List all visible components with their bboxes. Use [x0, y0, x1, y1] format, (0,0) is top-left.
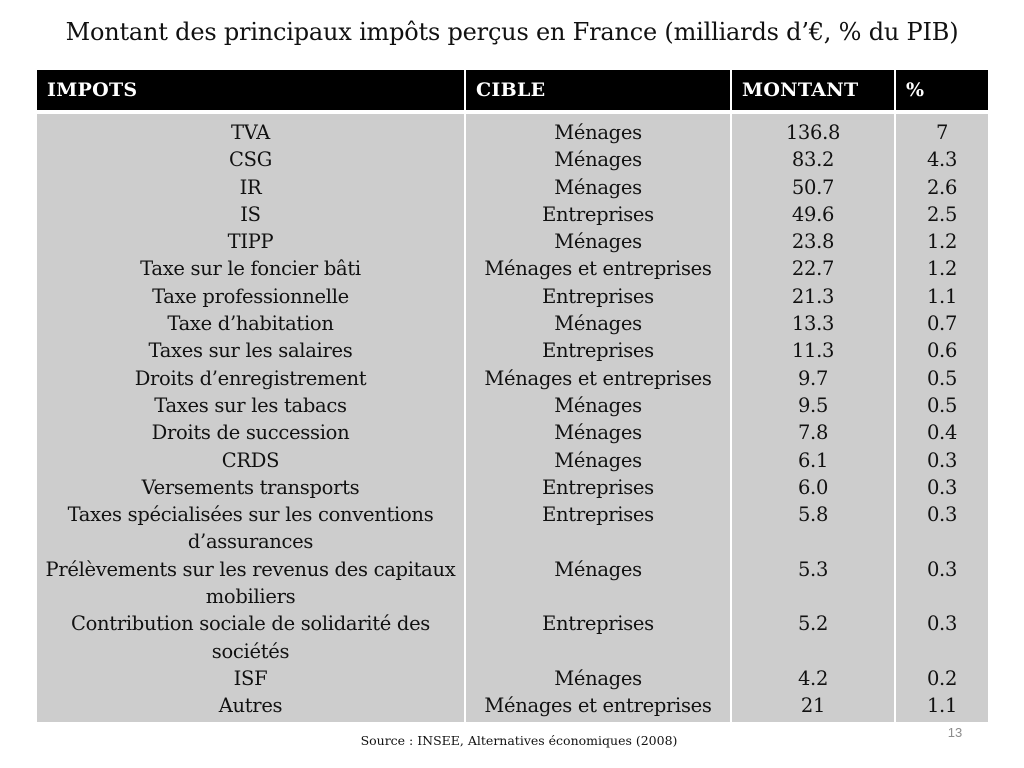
- cible-cell: Entreprises: [542, 284, 654, 308]
- impots-column: [37, 114, 466, 722]
- montant-cell: 9.5: [797, 393, 829, 417]
- pct-cell: 0.3: [926, 448, 958, 472]
- pct-cell: 0.5: [926, 393, 958, 417]
- montant-cell: 136.8: [785, 121, 841, 144]
- montant-cell: 21.3: [791, 284, 835, 308]
- cible-cell: Ménages: [554, 421, 642, 445]
- pct-cell: 2.5: [926, 202, 958, 226]
- impot-cell: Taxe sur le foncier bâti: [140, 257, 361, 281]
- pct-column: [896, 114, 988, 722]
- impot-cell: TVA: [231, 121, 270, 144]
- pct-cell: 0.4: [926, 421, 958, 445]
- montant-cell: 5.3: [797, 557, 829, 581]
- cible-cell: Ménages: [554, 393, 642, 417]
- cible-cell: Ménages: [554, 175, 642, 199]
- cible-cell: Ménages: [554, 230, 642, 254]
- header-montant: MONTANT: [732, 70, 896, 114]
- montant-cell: 49.6: [791, 202, 835, 226]
- pct-cell: 0.3: [926, 475, 958, 499]
- impot-cell: Prélèvements sur les revenus des capitaux mobiliers: [45, 557, 456, 609]
- table-header-row: [37, 70, 988, 114]
- montant-cell: 13.3: [791, 312, 835, 336]
- pct-cell: 0.3: [926, 612, 958, 636]
- montant-cell: 23.8: [791, 230, 835, 254]
- impot-cell: Droits de succession: [151, 421, 350, 445]
- pct-cell: 2.6: [926, 175, 958, 199]
- tax-table-container: [37, 70, 988, 722]
- montant-column: [732, 114, 896, 722]
- cible-cell: Ménages et entreprises: [484, 257, 712, 281]
- montant-cell: 4.2: [797, 666, 829, 690]
- pct-cell: 0.2: [926, 666, 958, 690]
- cible-cell: Entreprises: [542, 503, 654, 527]
- cible-cell: Ménages et entreprises: [484, 366, 712, 390]
- cible-cell: Entreprises: [542, 202, 654, 226]
- pct-cell: 1.1: [926, 284, 958, 308]
- montant-cell: 5.2: [797, 612, 829, 636]
- pct-cell: 0.3: [926, 503, 958, 527]
- montant-cell: 6.0: [797, 475, 829, 499]
- impot-cell: IR: [239, 175, 262, 199]
- slide-number: 13: [947, 725, 963, 740]
- header-pct: %: [896, 70, 988, 114]
- pct-cell: 0.5: [926, 366, 958, 390]
- source-citation: Source : INSEE, Alternatives économiques (2008): [360, 733, 678, 748]
- montant-cell: 6.1: [797, 448, 829, 472]
- cible-cell: Entreprises: [542, 339, 654, 363]
- impot-cell: CRDS: [221, 448, 280, 472]
- cible-cell: Ménages: [554, 121, 642, 144]
- pct-cell: 1.2: [926, 257, 958, 281]
- cible-cell: Entreprises: [542, 475, 654, 499]
- pct-cell: 1.1: [926, 694, 958, 718]
- pct-cell: 7: [935, 121, 949, 144]
- montant-cell: 11.3: [791, 339, 835, 363]
- header-cible: CIBLE: [466, 70, 732, 114]
- cible-cell: Ménages: [554, 312, 642, 336]
- cible-column: [466, 114, 732, 722]
- pct-cell: 1.2: [926, 230, 958, 254]
- pct-cell: 0.3: [926, 557, 958, 581]
- montant-cell: 22.7: [791, 257, 835, 281]
- table-body-row: [37, 114, 988, 722]
- impot-cell: ISF: [233, 666, 268, 690]
- header-impots: IMPOTS: [37, 70, 466, 114]
- slide-title: Montant des principaux impôts perçus en France (milliards d’€, % du PIB): [65, 18, 959, 46]
- tax-table: [37, 70, 988, 722]
- impot-cell: Droits d’enregistrement: [134, 366, 367, 390]
- cible-cell: Ménages et entreprises: [484, 694, 712, 718]
- montant-cell: 50.7: [791, 175, 835, 199]
- impot-cell: CSG: [229, 148, 272, 172]
- impot-cell: Contribution sociale de solidarité des sociétés: [70, 612, 431, 663]
- impot-cell: Autres: [218, 694, 283, 718]
- impot-cell: Taxes spécialisées sur les conventions d’assurances: [67, 503, 434, 554]
- cible-cell: Ménages: [554, 448, 642, 472]
- impot-cell: Taxes sur les salaires: [148, 339, 353, 363]
- impot-cell: Taxes sur les tabacs: [154, 393, 347, 417]
- pct-cell: 4.3: [926, 148, 958, 172]
- impot-cell: Taxe professionnelle: [152, 284, 349, 308]
- pct-cell: 0.7: [926, 312, 958, 336]
- montant-cell: 9.7: [797, 366, 829, 390]
- cible-cell: Entreprises: [542, 612, 654, 636]
- impot-cell: Versements transports: [141, 475, 360, 499]
- montant-cell: 21: [800, 694, 826, 718]
- cible-cell: Ménages: [554, 557, 642, 581]
- cible-cell: Ménages: [554, 148, 642, 172]
- montant-cell: 5.8: [797, 503, 829, 527]
- impot-cell: IS: [240, 202, 261, 226]
- montant-cell: 83.2: [791, 148, 835, 172]
- cible-cell: Ménages: [554, 666, 642, 690]
- impot-cell: Taxe d’habitation: [167, 312, 334, 336]
- montant-cell: 7.8: [797, 421, 829, 445]
- impot-cell: TIPP: [227, 230, 274, 254]
- pct-cell: 0.6: [926, 339, 958, 363]
